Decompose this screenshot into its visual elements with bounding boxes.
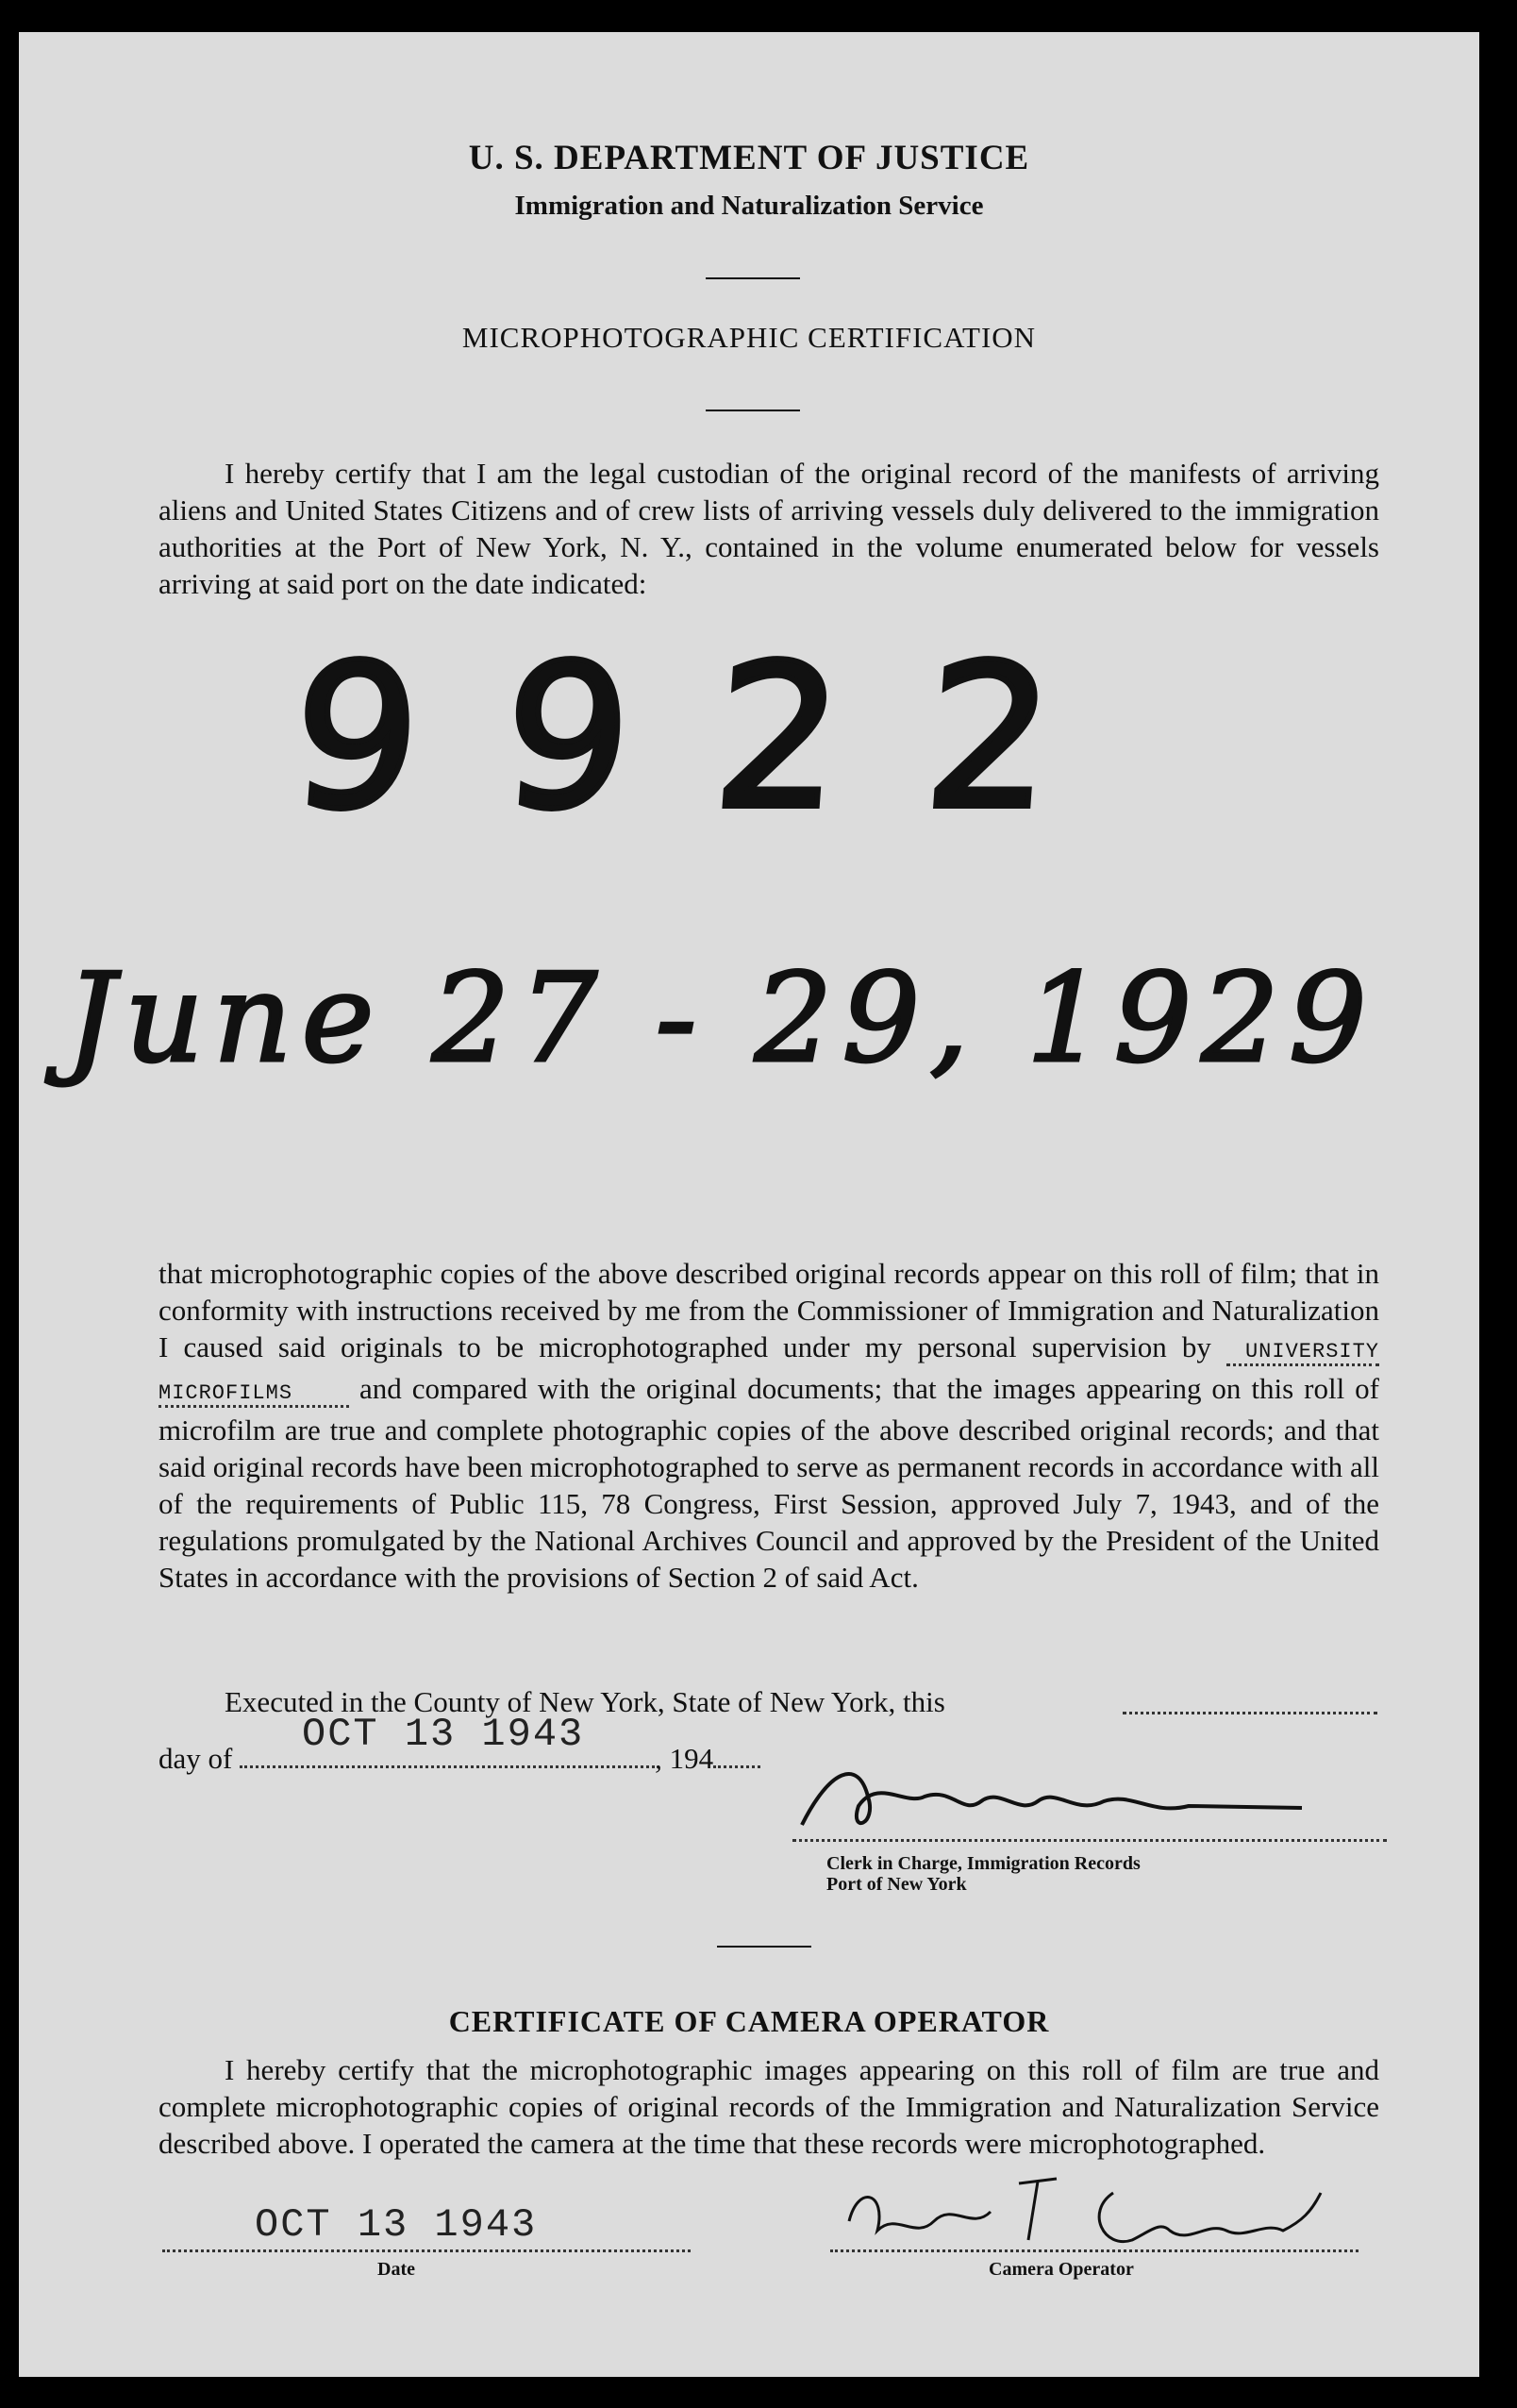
date-label: Date xyxy=(377,2259,415,2280)
clerk-location-line: Port of New York xyxy=(826,1874,967,1895)
executed-dots xyxy=(1123,1712,1377,1714)
department-heading: U. S. DEPARTMENT OF JUSTICE xyxy=(468,139,1030,177)
certificate-page xyxy=(19,32,1479,2377)
clerk-title-line: Clerk in Charge, Immigration Records xyxy=(826,1853,1141,1874)
certification-title: MICROPHOTOGRAPHIC CERTIFICATION xyxy=(461,321,1037,354)
service-subheading: Immigration and Naturalization Service xyxy=(514,191,984,221)
supervisor-name: UNIVERSITY MICROFILMS xyxy=(158,1340,1379,1408)
divider xyxy=(717,1946,811,1948)
handwritten-volume-number xyxy=(274,617,1217,853)
day-of-label: day of xyxy=(158,1742,233,1775)
clerk-signature-line xyxy=(792,1839,1387,1842)
operator-signature-line xyxy=(830,2249,1359,2252)
day-dots xyxy=(240,1765,655,1768)
intro-paragraph: I hereby certify that I am the legal custodian of the original record of the manifests of arriving aliens and United States Citizens and of crew lists of arriving vessels duly delivered to the immigration authorities at the Port of New York, N. Y., contained in the volume enumerated below for vessels arriving at said port on the date indicated: xyxy=(158,457,1379,600)
operator-date-line xyxy=(162,2249,691,2252)
year-prefix: , 194 xyxy=(655,1742,714,1775)
date-range-text: June 27 - 29, 1929 xyxy=(66,946,1376,1090)
paragraph-end: and compared with the original documents; that the images appearing on this roll of microfilm are true and complete photographic copies of the above described original records; and that said original records have been microphotographed to serve as permanent records in accordance with all of the requirements of Public 115, 78 Congress, First Session, approved July 7, 1943, and of the regulations promulgated by the National Archives Council and approved by the President of the United States in accordance with the provisions of Section 2 of said Act. xyxy=(158,1372,1380,1594)
operator-date-stamp: OCT 13 1943 xyxy=(255,2202,538,2248)
volume-number-text: 9922 xyxy=(285,622,1146,853)
paragraph-start: that microphotographic copies of the above described original records appear on this roll of film; that in conformity with instructions received by me from the Commissioner of Immigration and Naturalization I caused said originals to be microphotographed under my personal supervision by xyxy=(158,1257,1379,1363)
camera-operator-label: Camera Operator xyxy=(989,2259,1134,2280)
handwritten-date xyxy=(38,881,1453,1108)
operator-certificate-title: CERTIFICATE OF CAMERA OPERATOR xyxy=(448,2004,1050,2038)
date-stamp: OCT 13 1943 xyxy=(302,1712,585,1757)
executed-text: Executed in the County of New York, State of New York, this xyxy=(225,1685,945,1718)
operator-paragraph: I hereby certify that the microphotographic images appearing on this roll of film are true and complete microphotographic copies of original records of the Immigration and Naturalization Service described above. I operated the camera at the time that these records were microphotographed. xyxy=(158,2053,1379,2160)
year-dots xyxy=(713,1765,760,1768)
certification-paragraph xyxy=(158,1255,1379,1596)
clerk-signature xyxy=(792,1749,1359,1844)
divider xyxy=(706,410,800,411)
clerk-title xyxy=(826,1853,1141,1895)
divider xyxy=(706,277,800,279)
